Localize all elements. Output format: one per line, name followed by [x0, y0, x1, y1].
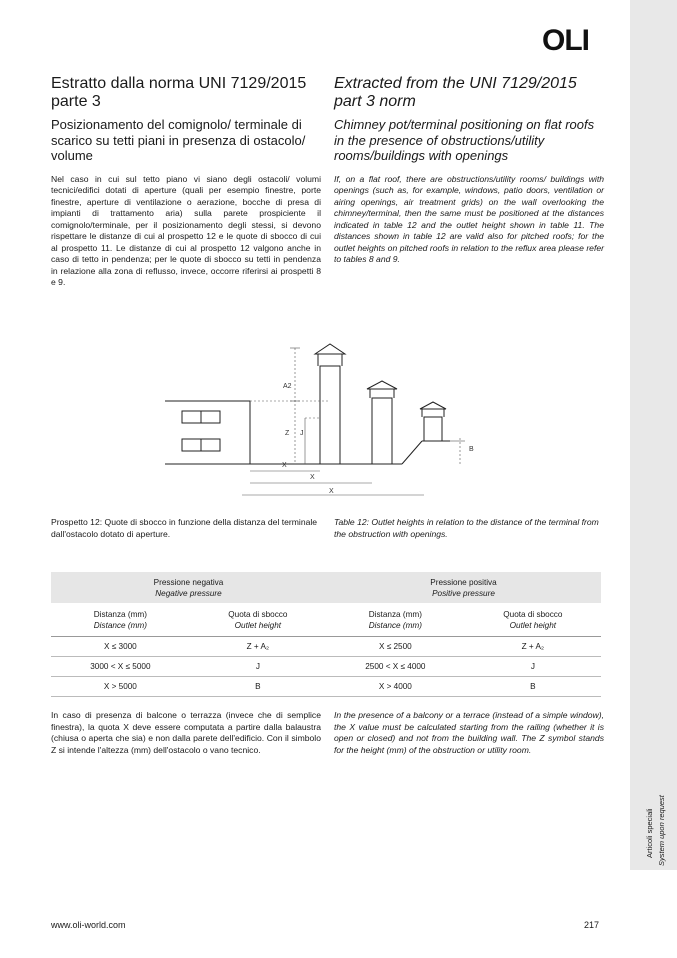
page-number: 217: [584, 920, 600, 930]
label-x2: X: [310, 474, 315, 481]
label-a2: A2: [283, 383, 292, 390]
subtitle-en: Chimney pot/terminal positioning on flat roofs in the presence of obstructions/utility rooms/buildings with openings: [334, 117, 595, 163]
col-header: Quota di sbocco Outlet height: [190, 603, 326, 637]
italian-section: [51, 75, 321, 289]
subtitle-it: Posizionamento del comignolo/ terminale di scarico su tetti piani in presenza di ostacolo/ volume: [51, 117, 306, 163]
chimney-terminal-2: [372, 398, 392, 464]
group-negative-pressure: Pressione negativa Negative pressure: [51, 572, 326, 603]
col-header: Quota di sbocco Outlet height: [465, 603, 601, 637]
group-positive-pressure: Pressione positiva Positive pressure: [326, 572, 601, 603]
table-row: 3000 < X ≤ 5000 J 2500 < X ≤ 4000 J: [51, 657, 601, 677]
table-row: X ≤ 3000 Z + A₂ X ≤ 2500 Z + A₂: [51, 637, 601, 657]
body-it: Nel caso in cui sul tetto piano vi siano degli ostacoli/ volumi tecnici/edifici dotati di aperture (quali per esempio finestre, porte finestre, aperture di ventilazione o aerazione, bocche di presa di impianti di trattamento aria) sulla parete prospiciente il comignolo/terminale, per il posizionamento degli stessi, si devono rispettare le distanze di cui al prospetto 12 e le quote di sbocco di cui al prospetto 11. Le distanze di cui al prospetto 12 valgono anche in caso di tetto in pendenza; per le quote di sbocco su tetti in pendenza in relazione alla zona di reflusso, invece, occorre riferirsi ai prospetti 8 e 9.: [51, 173, 321, 287]
title-it: Estratto dalla norma UNI 7129/2015 parte 3: [51, 75, 307, 110]
caption-en: Table 12: Outlet heights in relation to the distance of the terminal from the obstruction with openings.: [334, 517, 599, 539]
label-x3: X: [329, 488, 334, 495]
chimney-terminal-3: [424, 417, 442, 441]
footer-url[interactable]: www.oli-world.com: [51, 920, 126, 930]
side-tab-label: Articoli speciali System upon request: [645, 795, 666, 866]
side-tab-bar: [630, 0, 677, 870]
english-section: [334, 75, 604, 266]
label-b: B: [469, 446, 474, 453]
title-en: Extracted from the UNI 7129/2015 part 3 norm: [334, 75, 577, 110]
label-x1: X: [282, 462, 287, 469]
caption-it: Prospetto 12: Quote di sbocco in funzione della distanza del terminale dall'ostacolo dotato di aperture.: [51, 517, 318, 539]
col-header: Distanza (mm) Distance (mm): [326, 603, 465, 637]
obstruction-building: [165, 401, 250, 464]
note-en: In the presence of a balcony or a terrace (instead of a simple window), the X value must be calculated starting from the railing (whether it is open or closed) and not from the building wall. The Z symbol stands for the height (mm) of the obstruction or utility room.: [334, 710, 604, 755]
oli-logo: OLI: [542, 24, 589, 57]
body-en: If, on a flat roof, there are obstructions/utility rooms/ buildings with openings (such as, for example, windows, patio doors, ventilation or airing openings, air treatment grids) on the wall overlooking the chimney/terminal, then the same must be positioned at the distances indicated in table 12 and the outlet height shown in table 11. The distances shown in table 12 are valid also for pitched roofs; for the outlet heights on pitched roofs in relation to the reflux area please refer to tables 8 and 9.: [334, 173, 604, 264]
chimney-terminal-1: [320, 366, 340, 464]
col-header: Distanza (mm) Distance (mm): [51, 603, 190, 637]
label-z: Z: [285, 430, 290, 437]
outlet-height-table: [51, 572, 601, 697]
chimney-diagram: [160, 338, 490, 503]
label-j: J: [300, 430, 304, 437]
note-it: In caso di presenza di balcone o terrazza (invece che di semplice finestra), la quota X deve essere computata a partire dalla balaustra (chiusa o aperta che sia) e non dalla parete dell'edificio. Con il simbolo Z si intende l'altezza (mm) dell'ostacolo o vano tecnico.: [51, 710, 321, 755]
table-row: X > 5000 B X > 4000 B: [51, 677, 601, 697]
